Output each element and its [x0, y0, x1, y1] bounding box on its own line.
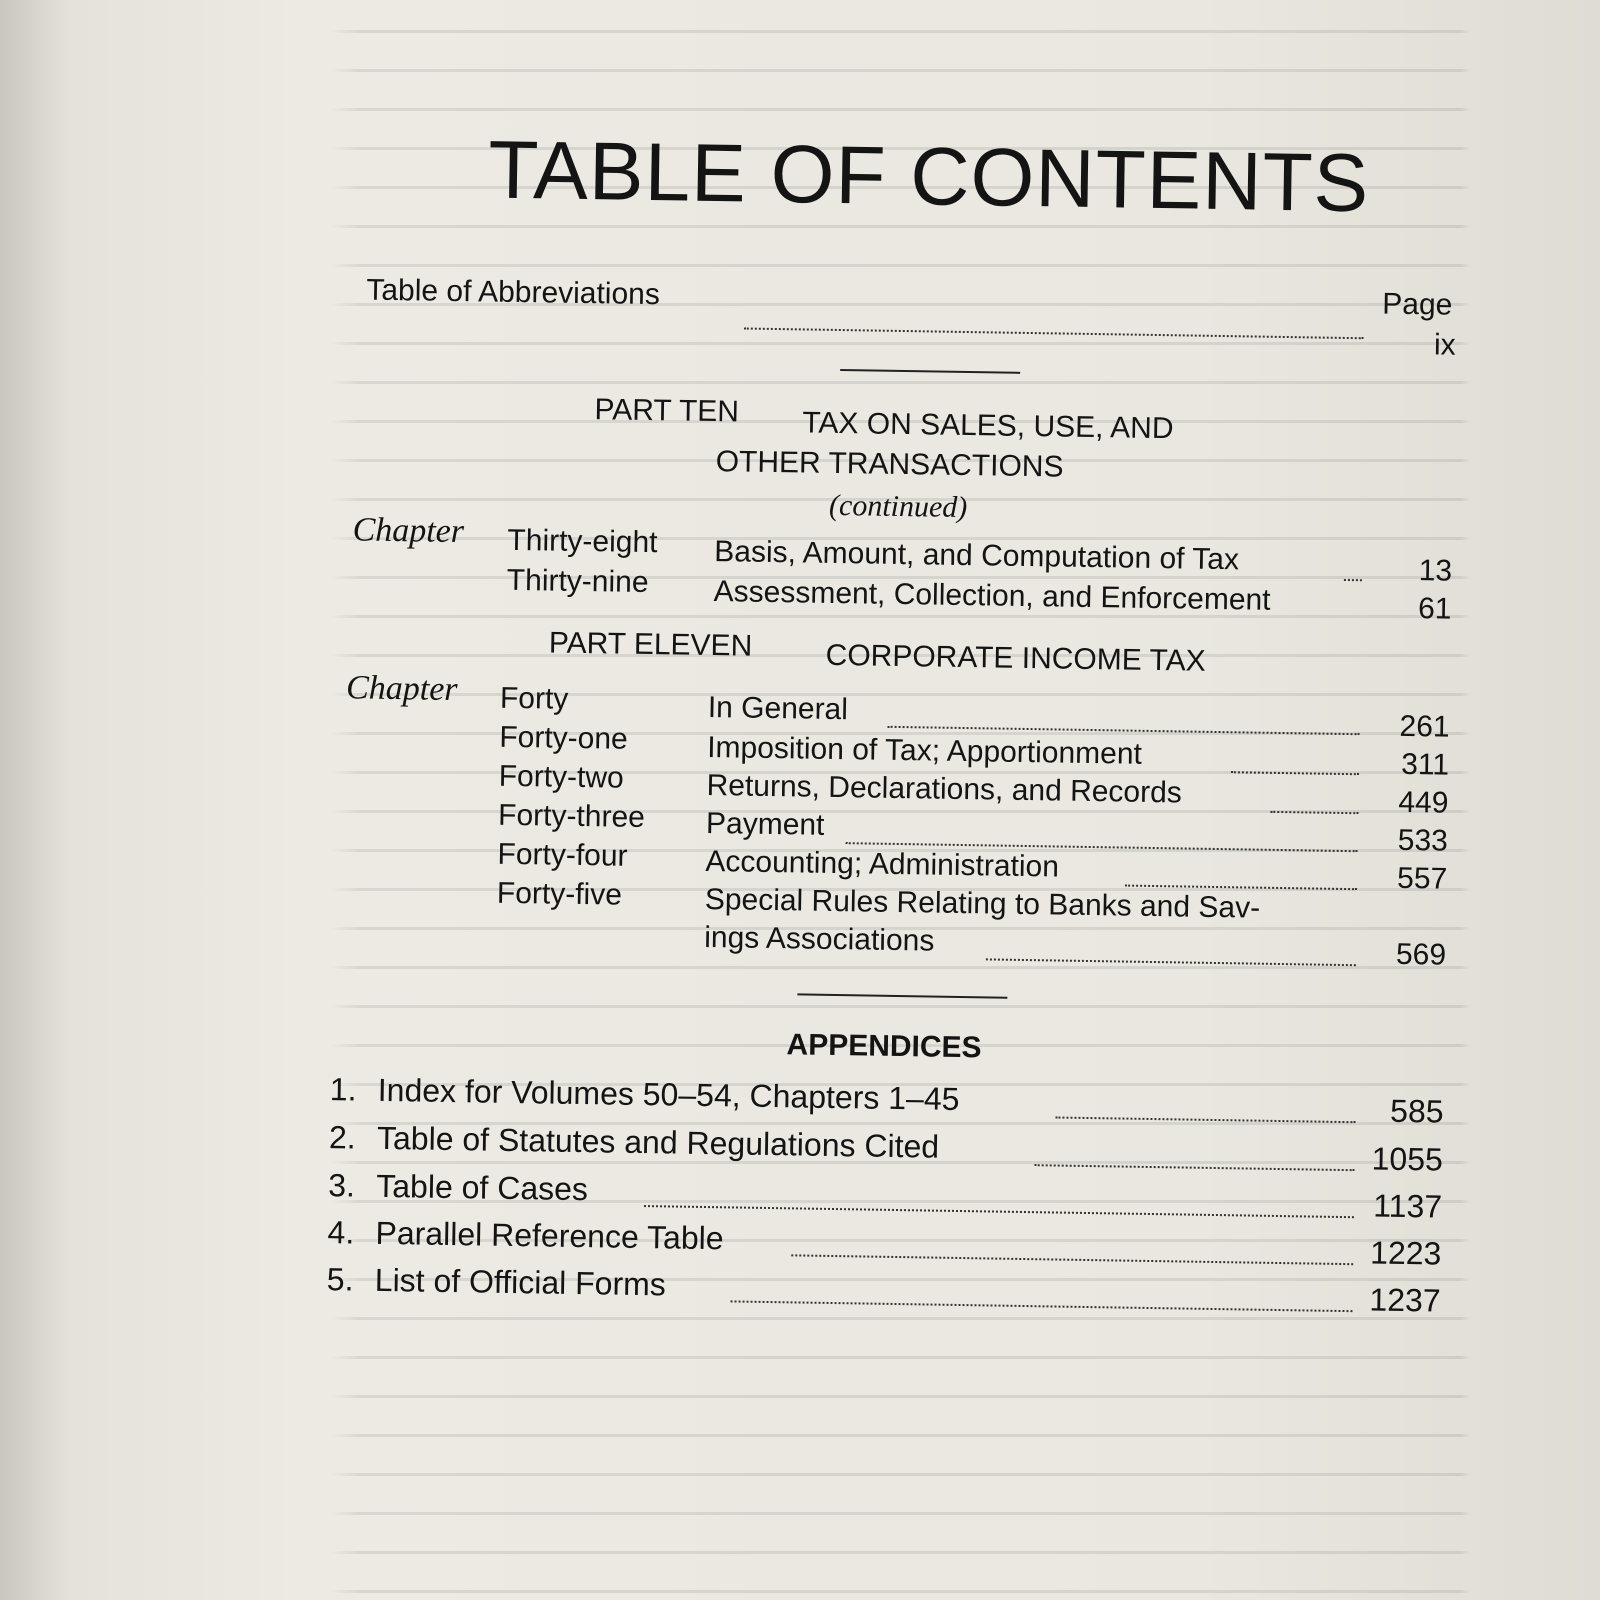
- chapter-label: Chapter: [352, 511, 465, 551]
- leader-dots: [986, 958, 1356, 966]
- leader-dots: [1035, 1164, 1355, 1171]
- chapter-number: Forty-one: [499, 720, 629, 756]
- leader-dots: [1344, 579, 1362, 581]
- appendix-title: Table of Cases: [376, 1167, 589, 1208]
- appendix-title: Parallel Reference Table: [375, 1214, 724, 1257]
- entry-page-number: 1223: [1369, 1234, 1442, 1272]
- entry-page-number: 569: [1395, 937, 1447, 972]
- entry-page-number: 557: [1396, 861, 1448, 896]
- leader-dots: [744, 328, 1364, 340]
- chapter-title: Payment: [705, 806, 825, 842]
- chapter-number: Forty-two: [498, 759, 625, 795]
- appendices-heading: APPENDICES: [786, 1028, 982, 1065]
- chapter-title: In General: [707, 690, 849, 727]
- appendix-number: 4.: [327, 1214, 355, 1251]
- part-title: CORPORATE INCOME TAX: [825, 638, 1206, 678]
- leader-dots: [1055, 1116, 1355, 1123]
- leader-dots: [791, 1254, 1353, 1265]
- chapter-number: Thirty-nine: [506, 563, 649, 600]
- toc-entry-abbreviations: Table of Abbreviations: [366, 273, 661, 312]
- leader-dots: [1231, 771, 1359, 775]
- continued-note: (continued): [828, 488, 968, 525]
- chapter-label: Chapter: [345, 669, 458, 709]
- entry-page-number: 1237: [1369, 1281, 1441, 1319]
- part-label: PART TEN: [594, 393, 740, 429]
- entry-page-number: 449: [1398, 785, 1449, 820]
- leader-dots: [731, 1300, 1353, 1312]
- appendix-title: Index for Volumes 50–54, Chapters 1–45: [377, 1071, 960, 1117]
- chapter-number: Forty-four: [497, 837, 628, 873]
- section-divider: [797, 993, 1007, 998]
- appendix-number: 3.: [328, 1167, 356, 1204]
- entry-page-number: 61: [1417, 592, 1452, 626]
- leader-dots: [644, 1205, 1354, 1218]
- entry-page-number: 13: [1418, 554, 1453, 588]
- entry-page-number: 1137: [1373, 1187, 1443, 1225]
- chapter-number: Forty-five: [496, 876, 623, 912]
- chapter-title-continued: ings Associations: [703, 920, 935, 958]
- entry-page-number: 1055: [1371, 1140, 1444, 1178]
- chapter-number: Forty-three: [497, 798, 646, 835]
- chapter-number: Forty: [499, 681, 569, 716]
- entry-page-number: 261: [1399, 709, 1450, 744]
- chapter-title: Returns, Declarations, and Records: [706, 768, 1183, 810]
- entry-page-number: ix: [1433, 328, 1456, 362]
- page-title: TABLE OF CONTENTS: [487, 124, 1371, 230]
- part-title-line2: OTHER TRANSACTIONS: [715, 445, 1064, 484]
- chapter-number: Thirty-eight: [507, 523, 658, 560]
- entry-page-number: 311: [1400, 747, 1450, 782]
- chapter-title: Accounting; Administration: [705, 844, 1060, 884]
- chapter-title: Imposition of Tax; Apportionment: [706, 730, 1143, 771]
- appendix-number: 5.: [326, 1261, 354, 1298]
- appendix-title: Table of Statutes and Regulations Cited: [376, 1119, 940, 1165]
- chapter-title: Assessment, Collection, and Enforcement: [713, 575, 1271, 617]
- leader-dots: [1270, 811, 1358, 814]
- entry-page-number: 585: [1389, 1092, 1444, 1130]
- chapter-title: Special Rules Relating to Banks and Sav-: [704, 882, 1261, 925]
- appendix-number: 2.: [328, 1119, 357, 1156]
- page-column-header: Page: [1382, 287, 1453, 322]
- entry-page-number: 533: [1397, 823, 1449, 858]
- appendix-title: List of Official Forms: [374, 1261, 667, 1303]
- part-label: PART ELEVEN: [548, 626, 753, 663]
- section-divider: [840, 369, 1020, 374]
- appendix-number: 1.: [329, 1071, 357, 1108]
- leader-dots: [888, 726, 1360, 735]
- chapter-title: Basis, Amount, and Computation of Tax: [714, 535, 1240, 577]
- part-title: TAX ON SALES, USE, AND: [802, 406, 1174, 446]
